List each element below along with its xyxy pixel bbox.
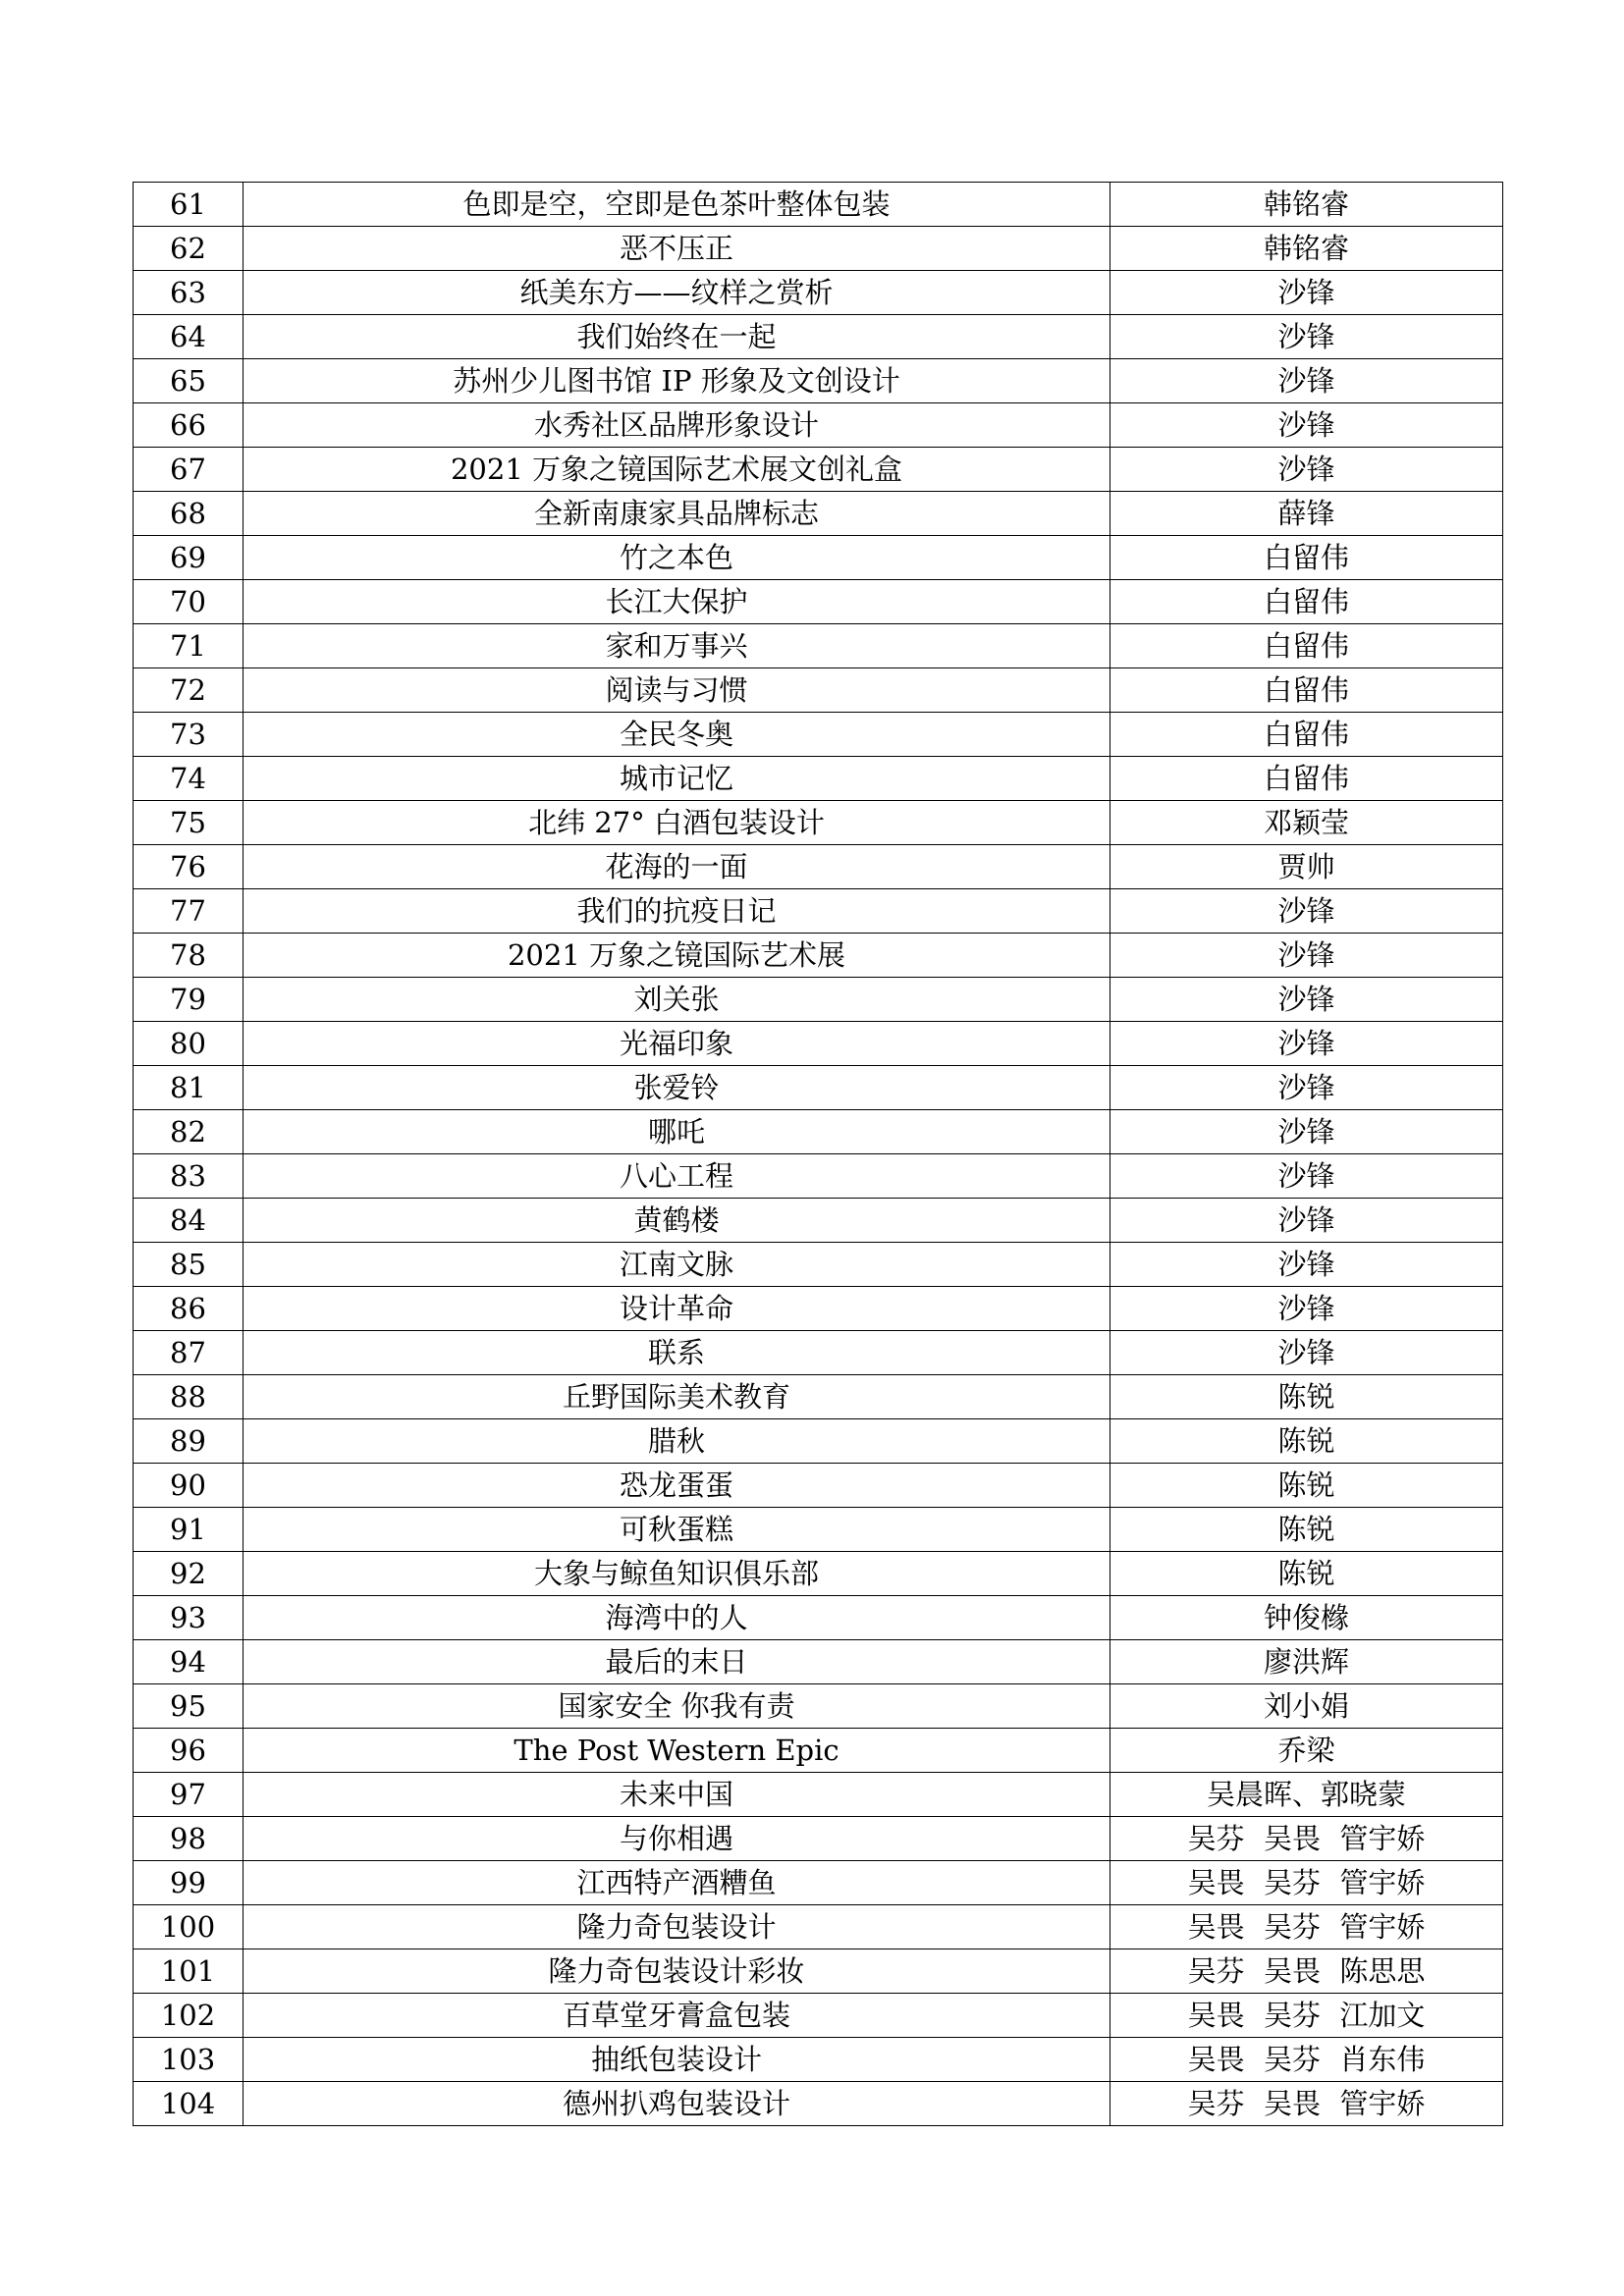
work-author: 陈锐 bbox=[1110, 1464, 1503, 1508]
work-author: 沙锋 bbox=[1110, 1287, 1503, 1331]
table-row bbox=[134, 1596, 1503, 1640]
row-number: 67 bbox=[134, 448, 244, 492]
work-author: 韩铭睿 bbox=[1110, 227, 1503, 271]
table-row bbox=[134, 492, 1503, 536]
work-title: 江西特产酒糟鱼 bbox=[244, 1861, 1110, 1905]
works-table bbox=[133, 182, 1503, 2126]
row-number: 87 bbox=[134, 1331, 244, 1375]
work-title: 水秀社区品牌形象设计 bbox=[244, 403, 1110, 448]
work-title: 最后的末日 bbox=[244, 1640, 1110, 1684]
work-title: 2021 万象之镜国际艺术展文创礼盒 bbox=[244, 448, 1110, 492]
row-number: 66 bbox=[134, 403, 244, 448]
work-title: 竹之本色 bbox=[244, 536, 1110, 580]
work-title: 城市记忆 bbox=[244, 757, 1110, 801]
table-row bbox=[134, 1419, 1503, 1464]
row-number: 77 bbox=[134, 889, 244, 934]
work-title: 可秋蛋糕 bbox=[244, 1508, 1110, 1552]
row-number: 71 bbox=[134, 624, 244, 668]
row-number: 81 bbox=[134, 1066, 244, 1110]
work-author: 廖洪辉 bbox=[1110, 1640, 1503, 1684]
row-number: 73 bbox=[134, 713, 244, 757]
table-row bbox=[134, 227, 1503, 271]
row-number: 101 bbox=[134, 1949, 244, 1994]
work-author: 刘小娟 bbox=[1110, 1684, 1503, 1729]
row-number: 76 bbox=[134, 845, 244, 889]
table-row bbox=[134, 403, 1503, 448]
work-author: 沙锋 bbox=[1110, 403, 1503, 448]
table-row bbox=[134, 183, 1503, 227]
table-row bbox=[134, 448, 1503, 492]
work-title: 光福印象 bbox=[244, 1022, 1110, 1066]
row-number: 88 bbox=[134, 1375, 244, 1419]
table-row bbox=[134, 1022, 1503, 1066]
row-number: 68 bbox=[134, 492, 244, 536]
row-number: 104 bbox=[134, 2082, 244, 2126]
work-author: 吴芬 吴畏 管宇娇 bbox=[1110, 1817, 1503, 1861]
work-title: 花海的一面 bbox=[244, 845, 1110, 889]
work-title: 苏州少儿图书馆 IP 形象及文创设计 bbox=[244, 359, 1110, 403]
work-title: 设计革命 bbox=[244, 1287, 1110, 1331]
work-title: 德州扒鸡包装设计 bbox=[244, 2082, 1110, 2126]
work-title: 色即是空，空即是色茶叶整体包装 bbox=[244, 183, 1110, 227]
row-number: 65 bbox=[134, 359, 244, 403]
work-title: 恶不压正 bbox=[244, 227, 1110, 271]
work-title: 未来中国 bbox=[244, 1773, 1110, 1817]
work-author: 沙锋 bbox=[1110, 1331, 1503, 1375]
work-title: 我们的抗疫日记 bbox=[244, 889, 1110, 934]
work-title: 隆力奇包装设计 bbox=[244, 1905, 1110, 1949]
row-number: 93 bbox=[134, 1596, 244, 1640]
table-row bbox=[134, 713, 1503, 757]
work-title: 哪吒 bbox=[244, 1110, 1110, 1154]
row-number: 61 bbox=[134, 183, 244, 227]
row-number: 63 bbox=[134, 271, 244, 315]
work-author: 白留伟 bbox=[1110, 536, 1503, 580]
table-row bbox=[134, 1375, 1503, 1419]
row-number: 94 bbox=[134, 1640, 244, 1684]
table-row bbox=[134, 315, 1503, 359]
row-number: 82 bbox=[134, 1110, 244, 1154]
work-title: 我们始终在一起 bbox=[244, 315, 1110, 359]
work-author: 沙锋 bbox=[1110, 1243, 1503, 1287]
table-row bbox=[134, 1905, 1503, 1949]
work-title: 丘野国际美术教育 bbox=[244, 1375, 1110, 1419]
table-row bbox=[134, 889, 1503, 934]
work-author: 吴畏 吴芬 肖东伟 bbox=[1110, 2038, 1503, 2082]
work-title: 长江大保护 bbox=[244, 580, 1110, 624]
row-number: 100 bbox=[134, 1905, 244, 1949]
row-number: 86 bbox=[134, 1287, 244, 1331]
work-title: 抽纸包装设计 bbox=[244, 2038, 1110, 2082]
table-row bbox=[134, 536, 1503, 580]
table-row bbox=[134, 1861, 1503, 1905]
row-number: 102 bbox=[134, 1994, 244, 2038]
work-title: 大象与鲸鱼知识俱乐部 bbox=[244, 1552, 1110, 1596]
table-row bbox=[134, 1817, 1503, 1861]
work-author: 吴畏 吴芬 江加文 bbox=[1110, 1994, 1503, 2038]
work-author: 白留伟 bbox=[1110, 624, 1503, 668]
row-number: 83 bbox=[134, 1154, 244, 1199]
table-row bbox=[134, 978, 1503, 1022]
work-author: 沙锋 bbox=[1110, 271, 1503, 315]
table-row bbox=[134, 845, 1503, 889]
work-author: 吴畏 吴芬 管宇娇 bbox=[1110, 1861, 1503, 1905]
work-author: 陈锐 bbox=[1110, 1375, 1503, 1419]
work-author: 沙锋 bbox=[1110, 448, 1503, 492]
row-number: 78 bbox=[134, 934, 244, 978]
work-author: 沙锋 bbox=[1110, 1110, 1503, 1154]
work-author: 钟俊橼 bbox=[1110, 1596, 1503, 1640]
table-row bbox=[134, 1773, 1503, 1817]
table-row bbox=[134, 359, 1503, 403]
table-row bbox=[134, 1066, 1503, 1110]
work-author: 乔梁 bbox=[1110, 1729, 1503, 1773]
row-number: 99 bbox=[134, 1861, 244, 1905]
work-author: 白留伟 bbox=[1110, 580, 1503, 624]
row-number: 64 bbox=[134, 315, 244, 359]
work-title: 北纬 27° 白酒包装设计 bbox=[244, 801, 1110, 845]
table-row bbox=[134, 757, 1503, 801]
work-author: 吴晨晖、郭晓蒙 bbox=[1110, 1773, 1503, 1817]
row-number: 89 bbox=[134, 1419, 244, 1464]
work-author: 沙锋 bbox=[1110, 1066, 1503, 1110]
work-author: 沙锋 bbox=[1110, 1154, 1503, 1199]
row-number: 103 bbox=[134, 2038, 244, 2082]
work-title: 百草堂牙膏盒包装 bbox=[244, 1994, 1110, 2038]
work-title: 家和万事兴 bbox=[244, 624, 1110, 668]
table-row bbox=[134, 1331, 1503, 1375]
table-row bbox=[134, 1287, 1503, 1331]
work-title: 八心工程 bbox=[244, 1154, 1110, 1199]
work-author: 贾帅 bbox=[1110, 845, 1503, 889]
work-title: 与你相遇 bbox=[244, 1817, 1110, 1861]
row-number: 92 bbox=[134, 1552, 244, 1596]
row-number: 62 bbox=[134, 227, 244, 271]
work-title: 腊秋 bbox=[244, 1419, 1110, 1464]
row-number: 84 bbox=[134, 1199, 244, 1243]
row-number: 79 bbox=[134, 978, 244, 1022]
work-title: 联系 bbox=[244, 1331, 1110, 1375]
row-number: 72 bbox=[134, 668, 244, 713]
work-author: 陈锐 bbox=[1110, 1508, 1503, 1552]
row-number: 91 bbox=[134, 1508, 244, 1552]
work-author: 沙锋 bbox=[1110, 889, 1503, 934]
row-number: 95 bbox=[134, 1684, 244, 1729]
table-row bbox=[134, 2038, 1503, 2082]
table-row bbox=[134, 1994, 1503, 2038]
work-author: 陈锐 bbox=[1110, 1419, 1503, 1464]
work-author: 白留伟 bbox=[1110, 757, 1503, 801]
row-number: 85 bbox=[134, 1243, 244, 1287]
work-author: 沙锋 bbox=[1110, 934, 1503, 978]
work-title: 张爱铃 bbox=[244, 1066, 1110, 1110]
table-row bbox=[134, 1464, 1503, 1508]
row-number: 74 bbox=[134, 757, 244, 801]
work-title: 刘关张 bbox=[244, 978, 1110, 1022]
work-title: 阅读与习惯 bbox=[244, 668, 1110, 713]
row-number: 96 bbox=[134, 1729, 244, 1773]
row-number: 70 bbox=[134, 580, 244, 624]
row-number: 75 bbox=[134, 801, 244, 845]
work-author: 韩铭睿 bbox=[1110, 183, 1503, 227]
row-number: 69 bbox=[134, 536, 244, 580]
table-row bbox=[134, 1154, 1503, 1199]
row-number: 97 bbox=[134, 1773, 244, 1817]
table-row bbox=[134, 1199, 1503, 1243]
work-title: 全民冬奥 bbox=[244, 713, 1110, 757]
work-title: 海湾中的人 bbox=[244, 1596, 1110, 1640]
work-author: 白留伟 bbox=[1110, 668, 1503, 713]
work-author: 吴畏 吴芬 管宇娇 bbox=[1110, 1905, 1503, 1949]
work-title: The Post Western Epic bbox=[244, 1729, 1110, 1773]
row-number: 98 bbox=[134, 1817, 244, 1861]
table-row bbox=[134, 580, 1503, 624]
table-row bbox=[134, 668, 1503, 713]
work-title: 纸美东方——纹样之赏析 bbox=[244, 271, 1110, 315]
table-row bbox=[134, 1110, 1503, 1154]
table-row bbox=[134, 1552, 1503, 1596]
table-row bbox=[134, 1729, 1503, 1773]
work-author: 邓颖莹 bbox=[1110, 801, 1503, 845]
table-row bbox=[134, 801, 1503, 845]
work-title: 恐龙蛋蛋 bbox=[244, 1464, 1110, 1508]
table-row bbox=[134, 934, 1503, 978]
work-author: 沙锋 bbox=[1110, 1022, 1503, 1066]
work-author: 吴芬 吴畏 管宇娇 bbox=[1110, 2082, 1503, 2126]
row-number: 80 bbox=[134, 1022, 244, 1066]
work-title: 隆力奇包装设计彩妆 bbox=[244, 1949, 1110, 1994]
work-title: 2021 万象之镜国际艺术展 bbox=[244, 934, 1110, 978]
table-row bbox=[134, 1949, 1503, 1994]
work-author: 吴芬 吴畏 陈思思 bbox=[1110, 1949, 1503, 1994]
table-row bbox=[134, 2082, 1503, 2126]
work-author: 沙锋 bbox=[1110, 978, 1503, 1022]
table-row bbox=[134, 1508, 1503, 1552]
work-author: 沙锋 bbox=[1110, 1199, 1503, 1243]
work-title: 黄鹤楼 bbox=[244, 1199, 1110, 1243]
work-author: 沙锋 bbox=[1110, 359, 1503, 403]
table-row bbox=[134, 624, 1503, 668]
work-title: 国家安全 你我有责 bbox=[244, 1684, 1110, 1729]
work-title: 全新南康家具品牌标志 bbox=[244, 492, 1110, 536]
row-number: 90 bbox=[134, 1464, 244, 1508]
table-row bbox=[134, 271, 1503, 315]
table-row bbox=[134, 1243, 1503, 1287]
work-title: 江南文脉 bbox=[244, 1243, 1110, 1287]
work-author: 陈锐 bbox=[1110, 1552, 1503, 1596]
table-row bbox=[134, 1684, 1503, 1729]
work-author: 白留伟 bbox=[1110, 713, 1503, 757]
table-row bbox=[134, 1640, 1503, 1684]
work-author: 沙锋 bbox=[1110, 315, 1503, 359]
work-author: 薛锋 bbox=[1110, 492, 1503, 536]
works-table-body bbox=[134, 183, 1503, 2126]
